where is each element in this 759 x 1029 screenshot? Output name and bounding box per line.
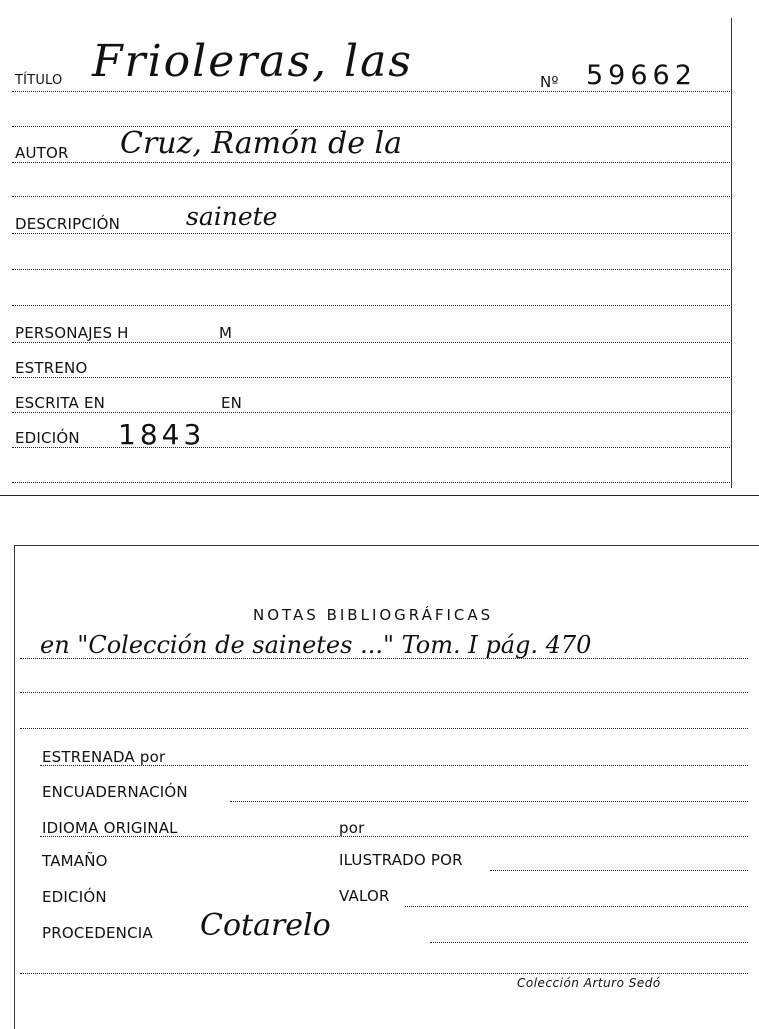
numero-value: 59662 (586, 60, 697, 91)
valor-line (405, 906, 748, 907)
titulo-line (12, 91, 730, 92)
edicion-label: EDICIÓN (15, 429, 80, 447)
personajes-m-label: M (219, 324, 233, 342)
collection-label: Colección Arturo Sedó (517, 976, 661, 990)
autor-label: AUTOR (15, 144, 69, 162)
autor-line (12, 162, 730, 163)
tamano-label: TAMAÑO (42, 852, 108, 870)
ruled-line (12, 305, 730, 306)
edicion-value: 1843 (118, 418, 206, 451)
ruled-line (12, 269, 730, 270)
card-right-edge (731, 18, 732, 488)
titulo-value: Frioleras, las (92, 36, 413, 87)
ruled-line (20, 692, 748, 693)
escrita-label: ESCRITA EN (15, 394, 106, 412)
encuadernacion-label: ENCUADERNACIÓN (42, 783, 188, 801)
descripcion-value: sainete (186, 202, 278, 231)
descripcion-line (12, 233, 730, 234)
autor-value: Cruz, Ramón de la (120, 126, 402, 161)
idioma-por-label: por (339, 819, 365, 837)
escrita-line (12, 412, 730, 413)
ruled-line (12, 482, 730, 483)
procedencia-line (430, 942, 748, 943)
notas-heading: NOTAS BIBLIOGRÁFICAS (253, 606, 494, 624)
personajes-label: PERSONAJES H (15, 324, 129, 342)
titulo-label: TÍTULO (15, 73, 63, 88)
encuadernacion-line (230, 801, 748, 802)
valor-label: VALOR (339, 887, 390, 905)
ruled-line (12, 196, 730, 197)
descripcion-label: DESCRIPCIÓN (15, 215, 121, 233)
ilustrado-label: ILUSTRADO POR (339, 851, 463, 869)
edicion-label-bottom: EDICIÓN (42, 888, 107, 906)
ilustrado-line (490, 870, 748, 871)
idioma-label: IDIOMA ORIGINAL (42, 819, 178, 837)
procedencia-value: Cotarelo (200, 908, 331, 943)
procedencia-label: PROCEDENCIA (42, 924, 153, 942)
estreno-line (12, 377, 730, 378)
escrita-en-label: EN (221, 394, 243, 412)
notas-value: en "Colección de sainetes ..." Tom. I pág. 470 (40, 631, 592, 659)
ruled-line (20, 973, 748, 974)
ruled-line (20, 728, 748, 729)
estreno-label: ESTRENO (15, 359, 88, 377)
personajes-line (12, 342, 730, 343)
estrenada-label: ESTRENADA por (42, 748, 166, 766)
numero-label: Nº (540, 73, 559, 91)
